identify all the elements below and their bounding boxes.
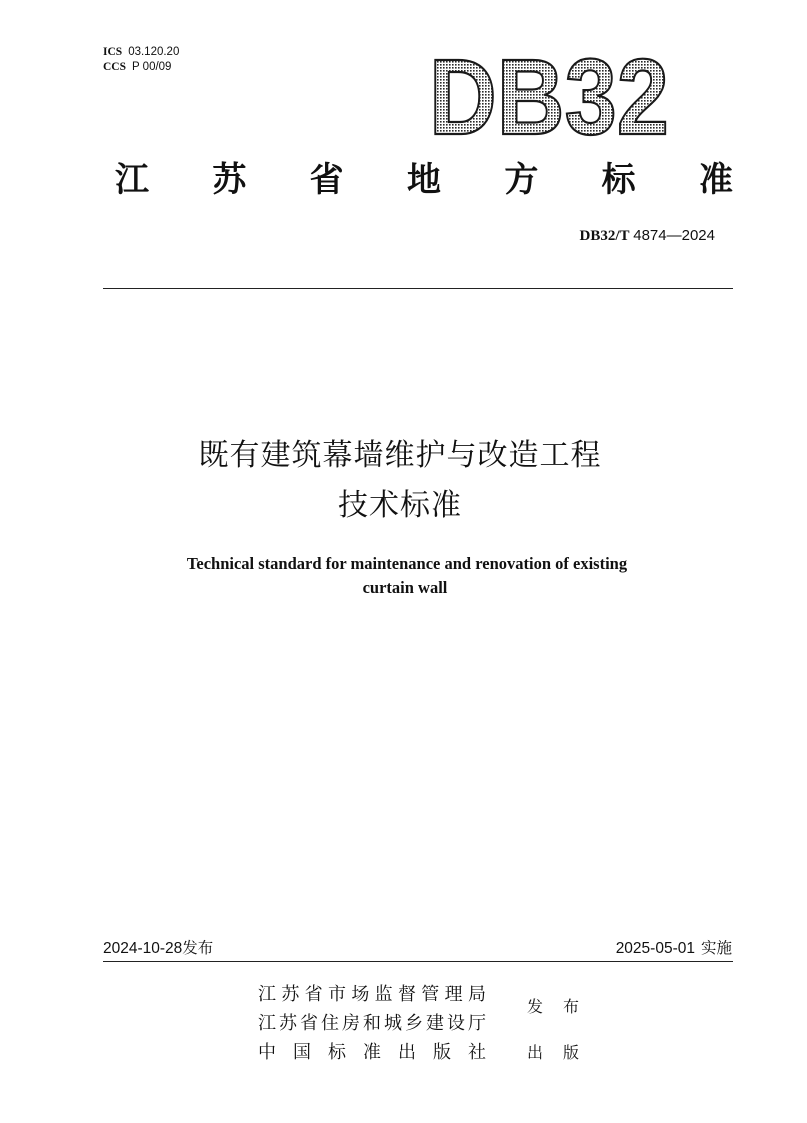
spaced-char: 住: [321, 1013, 339, 1034]
standard-number: [579, 227, 715, 245]
implementation-date-label: 实施: [700, 939, 732, 957]
english-title-line-2: curtain wall: [362, 578, 448, 597]
standard-type-char: 标: [601, 160, 636, 200]
spaced-char: 苏: [281, 984, 300, 1005]
publisher-2: [258, 1009, 486, 1038]
spaced-char: 督: [397, 984, 416, 1005]
standard-type-char: 地: [406, 160, 441, 200]
standard-type-char: 准: [698, 160, 733, 200]
implementation-date-value: 2025-05-01: [615, 940, 695, 957]
spaced-char: 准: [363, 1042, 381, 1063]
standard-type-char: 苏: [212, 160, 247, 200]
standard-number-prefix: DB32/T: [579, 228, 630, 244]
spaced-char: 江: [258, 1013, 276, 1034]
spaced-char: 和: [363, 1013, 381, 1034]
top-divider: [103, 288, 733, 289]
spaced-char: 标: [328, 1042, 346, 1063]
logo-text: DB32: [429, 36, 669, 157]
ccs-label: CCS: [103, 61, 127, 73]
spaced-char: 乡: [405, 1013, 423, 1034]
ccs-row: [103, 60, 179, 75]
ics-value: 03.120.20: [128, 46, 180, 58]
spaced-char: 版: [433, 1042, 451, 1063]
spaced-char: 设: [447, 1013, 465, 1034]
spaced-char: 社: [468, 1042, 486, 1063]
ics-label: ICS: [103, 46, 123, 58]
classification-codes: [103, 45, 179, 75]
spaced-char: 出: [398, 1042, 416, 1063]
english-title-line-1: Technical standard for maintenance and renovation of existing: [186, 554, 628, 573]
spaced-char: 省: [304, 984, 323, 1005]
issue-date-value: 2024-10-28: [103, 940, 183, 957]
publisher-1: [258, 980, 486, 1009]
spaced-char: 局: [467, 984, 486, 1005]
spaced-char: 城: [384, 1013, 402, 1034]
spaced-char: 发: [527, 997, 544, 1016]
publisher-3: [258, 1038, 486, 1067]
standard-type-char: 省: [309, 160, 344, 200]
spaced-char: 布: [562, 997, 579, 1016]
spaced-char: 理: [444, 984, 463, 1005]
spaced-char: 国: [293, 1042, 311, 1063]
spaced-char: 房: [342, 1013, 360, 1034]
standard-type-char: 方: [504, 160, 539, 200]
publishers: [258, 980, 486, 1067]
spaced-char: 江: [258, 984, 276, 1005]
ccs-value: P 00/09: [132, 61, 172, 73]
spaced-char: 监: [374, 984, 393, 1005]
print-action: [527, 1043, 579, 1063]
spaced-char: 管: [421, 984, 440, 1005]
standard-type-title: [103, 158, 733, 202]
chinese-title-line-1: 既有建筑幕墙维护与改造工程: [198, 438, 602, 473]
publish-action: [527, 997, 579, 1017]
spaced-char: 中: [258, 1042, 276, 1063]
standard-number-code: 4874—2024: [633, 227, 715, 244]
implementation-date: [616, 938, 732, 959]
issue-date-label: 发布: [182, 939, 214, 957]
spaced-char: 省: [300, 1013, 318, 1034]
db32-logo: [425, 36, 675, 157]
spaced-char: 苏: [279, 1013, 297, 1034]
bottom-divider: [103, 961, 733, 962]
spaced-char: 厅: [468, 1013, 486, 1034]
spaced-char: 出: [527, 1043, 544, 1062]
spaced-char: 场: [351, 984, 370, 1005]
issue-date: [103, 938, 213, 959]
spaced-char: 版: [562, 1043, 579, 1062]
standard-type-char: 江: [115, 160, 149, 200]
spaced-char: 市: [327, 984, 346, 1005]
ics-row: [103, 45, 179, 60]
spaced-char: 建: [426, 1013, 444, 1034]
chinese-title-line-2: 技术标准: [338, 488, 462, 523]
